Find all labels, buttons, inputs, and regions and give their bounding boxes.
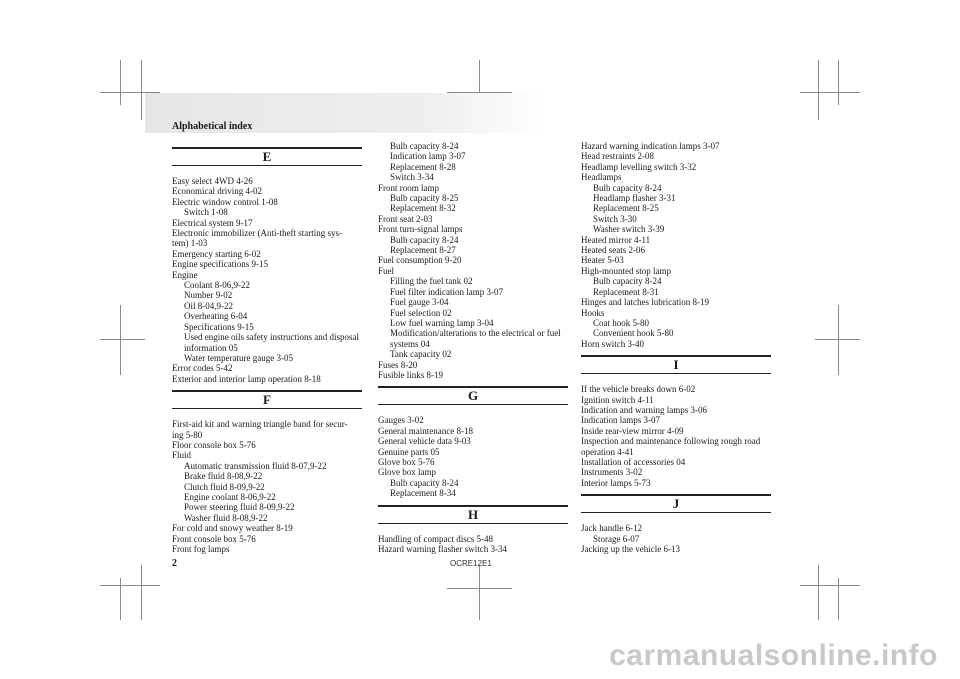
section-rule [378,523,568,524]
index-entry: Floor console box 5-76 [172,439,256,450]
index-entry: Inspection and maintenance following rough road [581,436,761,447]
section-rule [581,512,771,513]
index-subentry: Switch 3-30 [593,213,637,224]
registration-mark [815,339,860,340]
index-entry: Fuel consumption 9-20 [378,255,462,266]
index-entry: Inside rear-view mirror 4-09 [581,425,684,436]
index-subentry: Storage 6-07 [593,533,640,544]
index-subentry: Specifications 9-15 [184,321,254,332]
crop-mark [120,60,121,105]
index-subentry: Bulb capacity 8-24 [390,141,459,151]
index-entry: Exterior and interior lamp operation 8-18 [172,373,321,384]
index-entry: Front room lamp [378,182,439,193]
section-rule [172,408,362,409]
index-entry: Heated seats 2-06 [581,245,645,256]
index-entry: Installation of accessories 04 [581,456,686,467]
index-entry: Engine specifications 9-15 [172,259,268,270]
index-subentry: Fuel selection 02 [390,307,452,318]
index-subentry: systems 04 [390,338,430,349]
index-entry: Glove box 5-76 [378,456,435,467]
index-column-3 [581,141,771,554]
section-header [172,386,362,412]
section-header [581,351,771,377]
index-entry: Jack handle 6-12 [581,523,642,534]
index-entry: Glove box lamp [378,467,436,478]
section-letter: H [467,506,479,522]
index-subentry: Replacement 8-31 [593,286,659,297]
registration-mark [479,565,480,620]
section-rule [378,404,568,405]
index-entry: General vehicle data 9-03 [378,436,471,447]
crop-mark [800,585,860,586]
index-entry: Heated mirror 4-11 [581,234,651,245]
index-entry: Horn switch 3-40 [581,338,644,349]
index-subentry: information 05 [184,342,238,353]
index-column-1 [172,141,362,554]
index-entry: operation 4-41 [581,446,634,457]
crop-mark [818,60,819,120]
index-entry: tem) 1-03 [172,238,208,249]
index-subentry: Low fuel warning lamp 3-04 [390,317,494,328]
index-subentry: Automatic transmission fluid 8-07,9-22 [184,460,327,471]
index-subentry: Number 9-02 [184,290,233,301]
crop-mark [100,585,160,586]
index-entry: Front seat 2-03 [378,213,433,224]
section-letter: F [263,392,271,408]
index-subentry: Bulb capacity 8-24 [593,276,662,287]
index-entry: Front fog lamps [172,544,230,554]
index-entry: Easy select 4WD 4-26 [172,176,253,186]
index-subentry: Replacement 8-25 [593,203,659,214]
section-header [172,143,362,169]
index-entry: Indication lamps 3-07 [581,415,660,426]
index-entry: First-aid kit and warning triangle band for secur- [172,419,348,430]
index-entry: Jacking up the vehicle 6-13 [581,544,680,554]
index-entry: Electrical system 9-17 [172,217,253,228]
index-subentry: Replacement 8-34 [390,488,456,499]
index-subentry: Washer switch 3-39 [593,224,665,235]
index-entry: Interior lamps 5-73 [581,477,651,488]
section-letter: E [262,149,272,164]
index-entry: Fuel [378,265,395,276]
document-code: OCRE12E1 [450,559,492,568]
registration-mark [447,588,512,589]
section-letter: I [673,357,679,373]
index-entry: Hooks [581,307,605,318]
index-subentry: Clutch fluid 8-09,9-22 [184,481,265,492]
index-entry: High-mounted stop lamp [581,265,671,276]
index-subentry: Power steering fluid 8-09,9-22 [184,502,295,513]
index-entry: If the vehicle breaks down 6-02 [581,384,696,395]
index-entry: Economical driving 4-02 [172,186,262,197]
index-subentry: Coolant 8-06,9-22 [184,280,250,291]
index-entry: Indication and warning lamps 3-06 [581,404,707,415]
index-column-2 [378,141,568,554]
crop-mark [838,60,839,105]
index-subentry: Indication lamp 3-07 [390,151,466,162]
section-header [378,501,568,527]
index-subentry: Replacement 8-27 [390,245,456,256]
index-subentry: Oil 8-04,9-22 [184,300,233,311]
index-entry: Fusible links 8-19 [378,369,444,380]
index-subentry: Coat hook 5-80 [593,317,649,328]
index-entry: Head restraints 2-08 [581,151,654,162]
index-subentry: Engine coolant 8-06,9-22 [184,491,276,502]
index-entry: Instruments 3-02 [581,467,643,478]
index-entry: Front console box 5-76 [172,533,256,544]
registration-mark [100,339,145,340]
index-entry: Engine [172,269,198,280]
index-subentry: Fuel gauge 3-04 [390,297,449,308]
index-entry: Fluid [172,450,192,461]
index-subentry: Water temperature gauge 3-05 [184,352,293,363]
index-entry: Headlamp levelling switch 3-32 [581,161,697,172]
index-entry: Electric window control 1-08 [172,196,278,207]
crop-mark [800,92,860,93]
index-entry: Front turn-signal lamps [378,224,463,235]
index-entry: General maintenance 8-18 [378,425,473,436]
section-header [378,382,568,408]
index-entry: Headlamps [581,172,622,183]
index-subentry: Washer fluid 8-08,9-22 [184,512,268,523]
index-subentry: Switch 1-08 [184,207,228,218]
registration-mark [838,305,839,375]
index-entry: Heater 5-03 [581,255,624,266]
index-subentry: Used engine oils safety instructions and disposal [184,332,359,343]
index-subentry: Modification/alterations to the electrical or fuel [390,328,561,339]
section-rule [581,373,771,374]
index-subentry: Headlamp flasher 3-31 [593,193,676,204]
index-subentry: Bulb capacity 8-24 [593,182,662,193]
section-letter: G [467,388,479,404]
registration-mark [120,305,121,375]
page-number: 2 [172,558,177,569]
index-entry: Error codes 5-42 [172,363,233,374]
index-entry: For cold and snowy weather 8-19 [172,523,293,534]
index-subentry: Convenient hook 5-80 [593,328,674,339]
crop-mark [141,565,142,620]
index-subentry: Bulb capacity 8-25 [390,193,459,204]
watermark-text: carmanualsonline.info [609,639,938,672]
index-entry: ing 5-80 [172,429,203,440]
crop-mark [818,565,819,620]
index-entry: Hazard warning indication lamps 3-07 [581,141,720,151]
index-subentry: Overheating 6-04 [184,311,248,322]
index-subentry: Brake fluid 8-08,9-22 [184,471,263,482]
index-subentry: Replacement 8-32 [390,203,456,214]
index-entry: Emergency starting 6-02 [172,248,261,259]
index-entry: Handling of compact discs 5-48 [378,533,493,544]
section-letter: J [672,496,680,512]
index-entry: Fuses 8-20 [378,359,418,370]
index-entry: Genuine parts 05 [378,446,440,457]
index-subentry: Bulb capacity 8-24 [390,477,459,488]
index-entry: Gauges 3-02 [378,415,424,426]
index-subentry: Filling the fuel tank 02 [390,276,473,287]
index-subentry: Replacement 8-28 [390,161,456,172]
index-entry: Ignition switch 4-11 [581,394,654,405]
index-subentry: Fuel filter indication lamp 3-07 [390,286,503,297]
index-subentry: Bulb capacity 8-24 [390,234,459,245]
section-header [581,490,771,516]
index-subentry: Switch 3-34 [390,172,434,183]
section-rule [172,165,362,166]
index-subentry: Tank capacity 02 [390,349,452,360]
page-header-title: Alphabetical index [172,121,253,132]
index-entry: Hinges and latches lubrication 8-19 [581,297,709,308]
index-entry: Hazard warning flasher switch 3-34 [378,544,507,554]
crop-mark [141,60,142,120]
index-entry: Electronic immobilizer (Anti-theft starting sys- [172,228,342,239]
